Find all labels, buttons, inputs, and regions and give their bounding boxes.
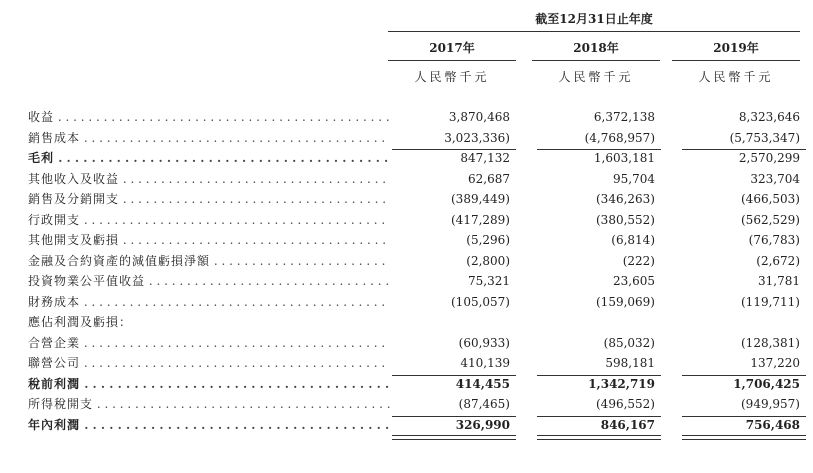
table-row [28,210,808,231]
year-rule [532,60,660,61]
value-2018: 598,181 [535,353,655,374]
value-2018: (4,768,957) [535,128,655,149]
value-2017: 326,990 [390,415,510,436]
table-row [28,292,808,313]
value-2017: 75,321 [468,274,510,288]
unit-label: 人民幣千元 [698,70,774,84]
table-row [28,333,808,354]
value-2018: (6,814) [611,233,655,247]
table-row [28,353,808,374]
row-label: 銷售成本 . . . [28,128,390,149]
value-2019: (5,753,347) [680,128,800,149]
value-2017: (105,057) [451,294,510,309]
year-2017-header: 2017年 [429,41,475,55]
row-label: 其他開支及虧損 . . . [28,230,390,251]
row-label: 收益 . . . [28,107,390,128]
value-2017: (417,289) [451,212,510,227]
year-2018-header: 2018年 [573,41,619,55]
value-2018: 6,372,138 [593,110,655,124]
value-2019: 323,704 [750,171,800,186]
value-2017: 410,139 [390,353,510,374]
table-row [28,374,808,395]
value-2017: 62,687 [468,171,510,186]
table-row [28,230,808,251]
value-2019: (128,381) [741,335,800,350]
unit-label: 人民幣千元 [414,70,490,84]
row-label: 銷售及分銷開支 . . . [28,189,390,210]
table-row [28,394,808,415]
row-label: 投資物業公平值收益 . . . [28,271,390,292]
value-2017: 3,870,468 [448,110,510,124]
value-2017: (5,296) [466,233,510,247]
row-label: 財務成本 . . . [28,292,390,313]
row-label: 毛利 . . . [28,148,390,169]
year-rule [672,60,800,61]
value-2018: (380,552) [596,212,655,227]
value-2018: (85,032) [603,335,655,350]
table-row [28,312,808,333]
value-2019: (466,503) [741,192,800,206]
table-row [28,271,808,292]
value-2018: (496,552) [535,394,655,415]
value-2018: 846,167 [535,415,655,436]
year-2019-header: 2019年 [713,41,759,55]
row-label: 金融及合約資產的減值虧損淨額 . . . [28,251,390,272]
period-heading: 截至12月31日止年度 [535,12,653,26]
value-2018: (222) [622,253,655,268]
value-2017: (60,933) [458,335,510,350]
row-label: 合營企業 . . . [28,333,390,354]
value-2018: 1,603,181 [593,151,655,165]
value-2019: (2,672) [756,253,800,268]
value-2017: (87,465) [390,394,510,415]
table-row [28,148,808,169]
value-2017: 3,023,336) [390,128,510,149]
value-2019: 31,781 [758,274,800,288]
value-2019: 137,220 [680,353,800,374]
table-row [28,169,808,190]
value-2017: (2,800) [466,253,510,268]
value-2018: (159,069) [596,294,655,309]
value-2018: 95,704 [613,171,655,186]
value-2019: (119,711) [741,294,800,309]
row-label: 所得稅開支 . . . [28,394,390,415]
row-label: 稅前利潤 . . . [28,374,390,395]
table-row [28,415,808,436]
value-2018: 1,342,719 [588,376,655,391]
value-2019: 1,706,425 [733,376,800,391]
row-label: 應佔利潤及虧損： [28,315,133,329]
row-label: 聯營公司 . . . [28,353,390,374]
value-2017: (389,449) [451,192,510,206]
income-statement-table [28,107,808,435]
value-2018: 23,605 [613,274,655,288]
table-row [28,189,808,210]
row-label: 行政開支 . . . [28,210,390,231]
value-2019: 8,323,646 [738,110,800,124]
row-label: 年內利潤 . . . [28,415,390,436]
table-row [28,251,808,272]
value-2019: (949,957) [680,394,800,415]
unit-label: 人民幣千元 [558,70,634,84]
row-label: 其他收入及收益 . . . [28,169,390,190]
period-rule [388,31,800,32]
value-2019: (76,783) [748,233,800,247]
value-2019: 2,570,299 [738,151,800,165]
value-2019: (562,529) [741,212,800,227]
table-row [28,107,808,128]
year-rule [388,60,516,61]
value-2017: 414,455 [455,376,510,391]
value-2017: 847,132 [460,151,510,165]
table-row [28,128,808,149]
value-2018: (346,263) [596,192,655,206]
value-2019: 756,468 [680,415,800,436]
